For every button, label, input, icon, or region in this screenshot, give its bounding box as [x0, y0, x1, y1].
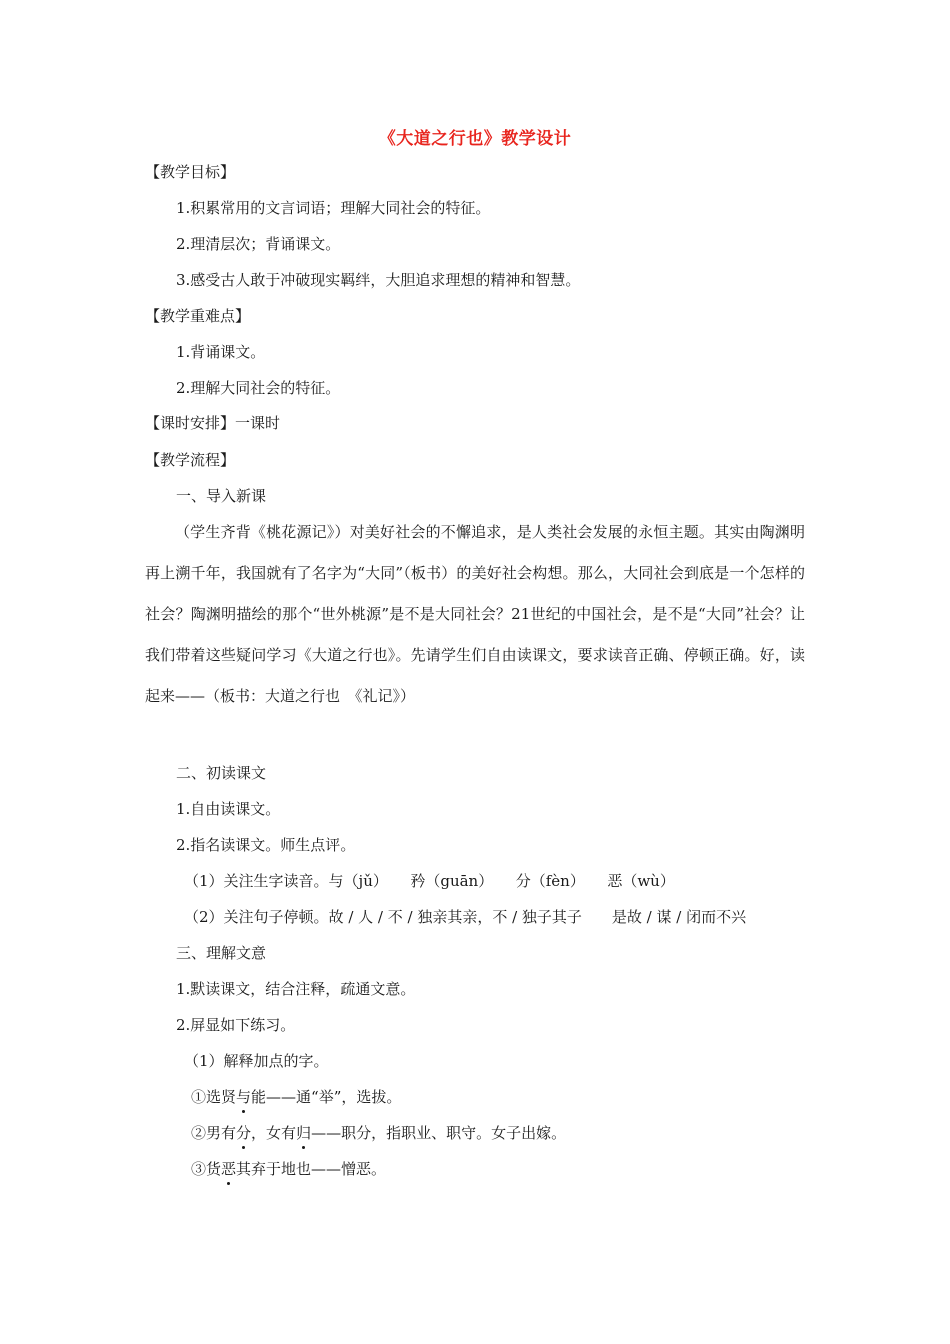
section3-heading: 三、理解文意	[176, 944, 267, 962]
dotted-character: 与	[236, 1088, 252, 1106]
exercise-number: ③	[191, 1160, 207, 1178]
pause-note: （2）关注句子停顿。故 / 人 / 不 / 独亲其亲，不 / 独子其子 是故 / 谋 / 闭而不兴	[184, 908, 747, 926]
key-point-item-2: 2.理解大同社会的特征。	[176, 379, 341, 397]
exercise-text: 其弃于地也——憎恶。	[236, 1160, 387, 1178]
dotted-character: 分	[236, 1124, 252, 1142]
key-point-item-1: 1.背诵课文。	[176, 343, 266, 361]
pronunciation-note: （1）关注生字读音。与（jǔ） 矜（guān） 分（fèn） 恶（wù）	[184, 872, 675, 890]
exercise-number: ①	[191, 1088, 207, 1106]
objective-item-1: 1.积累常用的文言词语；理解大同社会的特征。	[176, 199, 491, 217]
exercise-text: 货	[206, 1160, 222, 1178]
exercise-text: 能——通“举”，选拔。	[251, 1088, 402, 1106]
exercise-item-3	[191, 1159, 386, 1179]
objective-item-2: 2.理清层次；背诵课文。	[176, 235, 341, 253]
exercise-text: 男有	[206, 1124, 237, 1142]
dotted-character: 恶	[221, 1160, 237, 1178]
exercise-heading: （1）解释加点的字。	[184, 1052, 329, 1070]
section2-item-2: 2.指名读课文。师生点评。	[176, 836, 356, 854]
intro-paragraph: （学生齐背《桃花源记》）对美好社会的不懈追求，是人类社会发展的永恒主题。其实由陶渊明再上溯千年，我国就有了名字为“大同”（板书）的美好社会构想。那么，大同社会到底是一个怎样的社会？陶渊明描绘的那个“世外桃源”是不是大同社会？21世纪的中国社会，是不是“大同”社会？让我们带着这些疑问学习《大道之行也》。先请学生们自由读课文，要求读音正确、停顿正确。好，读起来——（板书：大道之行也 《礼记》）	[145, 523, 805, 705]
objectives-heading: 【教学目标】	[145, 163, 236, 181]
process-heading: 【教学流程】	[145, 451, 236, 469]
document-title: 《大道之行也》教学设计	[378, 129, 572, 149]
section2-item-1: 1.自由读课文。	[176, 800, 281, 818]
exercise-text: ——职分，指职业、职守。女子出嫁。	[311, 1124, 567, 1142]
section3-item-1: 1.默读课文，结合注释，疏通文意。	[176, 980, 416, 998]
exercise-text: ，女有	[251, 1124, 297, 1142]
section3-item-2: 2.屏显如下练习。	[176, 1016, 296, 1034]
exercise-number: ②	[191, 1124, 207, 1142]
section2-heading: 二、初读课文	[176, 764, 267, 782]
exercise-item-1	[191, 1087, 401, 1107]
section1-heading: 一、导入新课	[176, 487, 267, 505]
exercise-text: 选贤	[206, 1088, 237, 1106]
key-points-heading: 【教学重难点】	[145, 307, 251, 325]
objective-item-3: 3.感受古人敢于冲破现实羁绊，大胆追求理想的精神和智慧。	[176, 271, 581, 289]
exercise-item-2	[191, 1123, 566, 1143]
schedule-line: 【课时安排】一课时	[145, 414, 281, 432]
dotted-character: 归	[296, 1124, 312, 1142]
